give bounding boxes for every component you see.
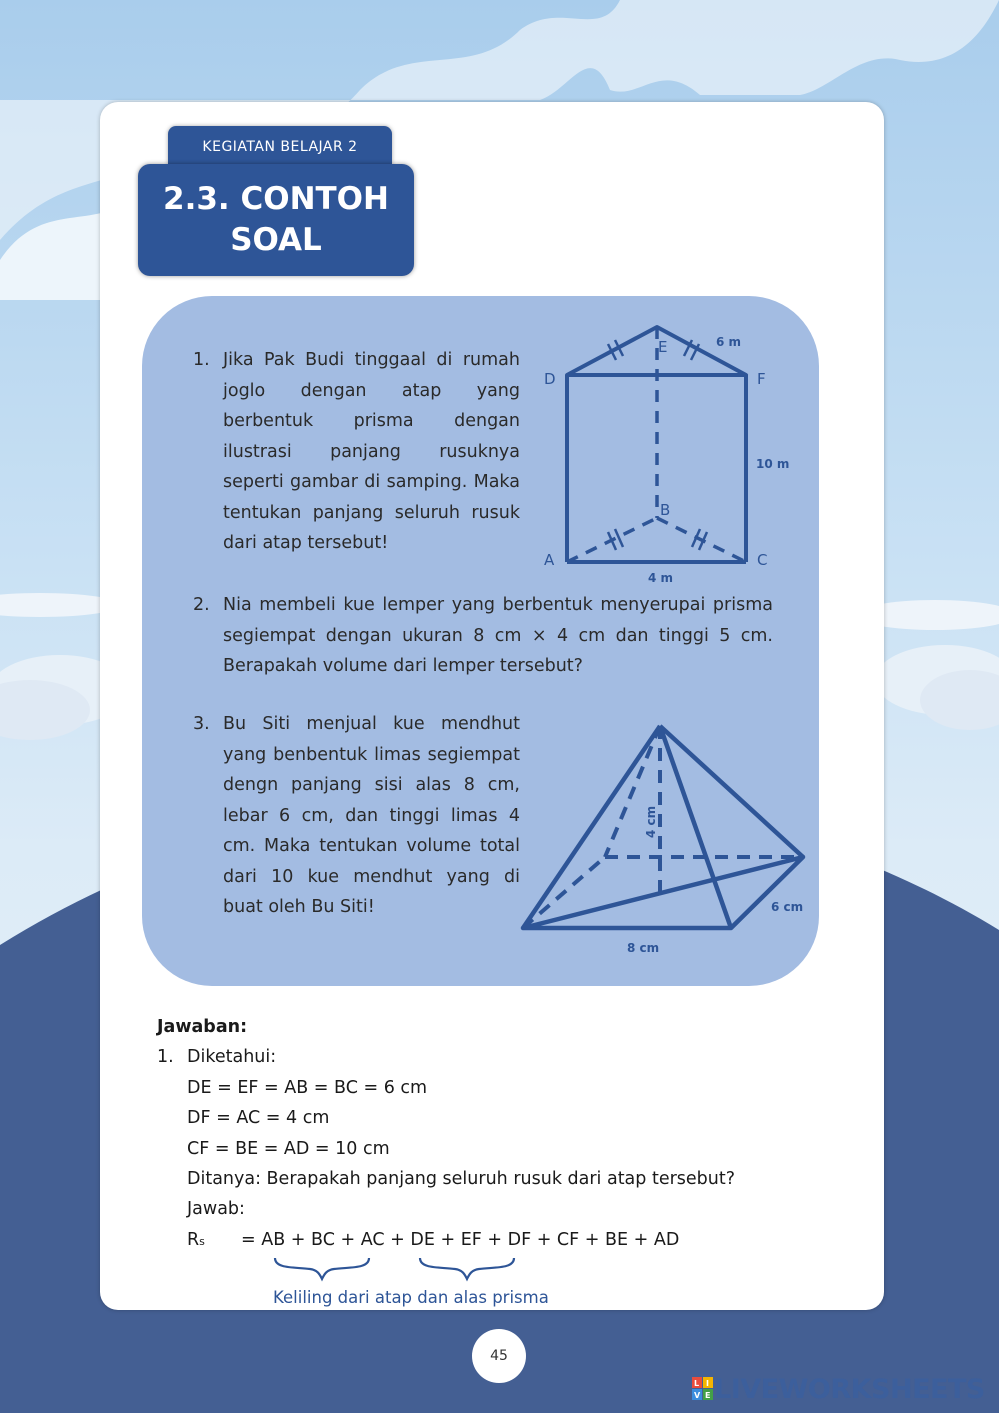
question-text: Jika Pak Budi tinggaal di rumah joglo dengan atap yang berbentuk prisma dengan ilustrasi panjang rusuknya seperti gambar di samping. Maka tentukan panjang seluruh rusuk dari atap tersebut! <box>223 350 520 553</box>
section-tag: KEGIATAN BELAJAR 2 <box>168 126 392 166</box>
formula-subscript: s <box>199 1235 205 1248</box>
edge-bc <box>657 518 746 562</box>
label-c: C <box>757 551 768 569</box>
label-a: A <box>544 551 555 569</box>
brace-left <box>275 1258 369 1279</box>
prism-figure <box>530 320 800 590</box>
page-number: 45 <box>472 1329 526 1383</box>
page-title-text: 2.3. CONTOH SOAL <box>163 181 389 258</box>
formula-lhs <box>187 1225 205 1258</box>
formula-symbol: R <box>187 1230 200 1250</box>
question-number: 1. <box>193 350 210 370</box>
question-1 <box>193 345 520 559</box>
dim-length: 8 cm <box>627 941 660 955</box>
known-line-2: DF = AC = 4 cm <box>187 1108 330 1128</box>
icon-letter-e: E <box>705 1391 711 1400</box>
formula-rhs: = AB + BC + AC + DE + EF + DF + CF + BE + AD <box>241 1230 680 1250</box>
pyramid-figure <box>515 718 815 963</box>
question-3 <box>193 709 520 923</box>
brace-group <box>270 1255 520 1285</box>
label-b: B <box>660 501 671 519</box>
question-number: 3. <box>193 714 210 734</box>
icon-letter-v: V <box>694 1391 701 1400</box>
dim-top: 6 m <box>716 335 742 349</box>
dim-width: 6 cm <box>771 900 804 914</box>
dim-height: 4 cm <box>644 805 658 838</box>
known-label: Diketahui: <box>187 1047 277 1067</box>
label-f: F <box>757 370 766 388</box>
question-text: Nia membeli kue lemper yang berbentuk menyerupai prisma segiempat dengan ukuran 8 cm × 4 cm dan tinggi 5 cm. Berapakah volume dari lemper tersebut? <box>223 595 773 676</box>
icon-letter-i: I <box>706 1379 709 1388</box>
brace-note: Keliling dari atap dan alas prisma <box>273 1288 549 1307</box>
answer-label: Jawab: <box>187 1199 245 1219</box>
dim-side: 10 m <box>756 457 790 471</box>
liveworksheets-brand: LIVEWORKSHEETS <box>714 1373 985 1405</box>
answer-number: 1. <box>157 1047 174 1067</box>
question-2 <box>193 590 773 682</box>
page-title <box>138 164 414 276</box>
question-number: 2. <box>193 595 210 615</box>
label-e: E <box>658 338 668 356</box>
brace-right <box>420 1258 514 1279</box>
answer-heading: Jawaban: <box>157 1017 248 1037</box>
asked-line: Ditanya: Berapakah panjang seluruh rusuk dari atap tersebut? <box>187 1169 736 1189</box>
known-line-1: DE = EF = AB = BC = 6 cm <box>187 1078 428 1098</box>
liveworksheets-logo <box>692 1372 985 1406</box>
liveworksheets-icon <box>692 1377 714 1401</box>
label-d: D <box>544 370 556 388</box>
known-line-3: CF = BE = AD = 10 cm <box>187 1139 390 1159</box>
question-text: Bu Siti menjual kue mendhut yang benbentuk limas segiempat dengn panjang sisi alas 8 cm, lebar 6 cm, dan tinggi limas 4 cm. Maka tentukan volume total dari 10 kue mendhut yang di buat oleh Bu Siti! <box>223 714 520 917</box>
dim-bottom: 4 m <box>648 571 674 585</box>
icon-letter-l: L <box>694 1379 700 1388</box>
